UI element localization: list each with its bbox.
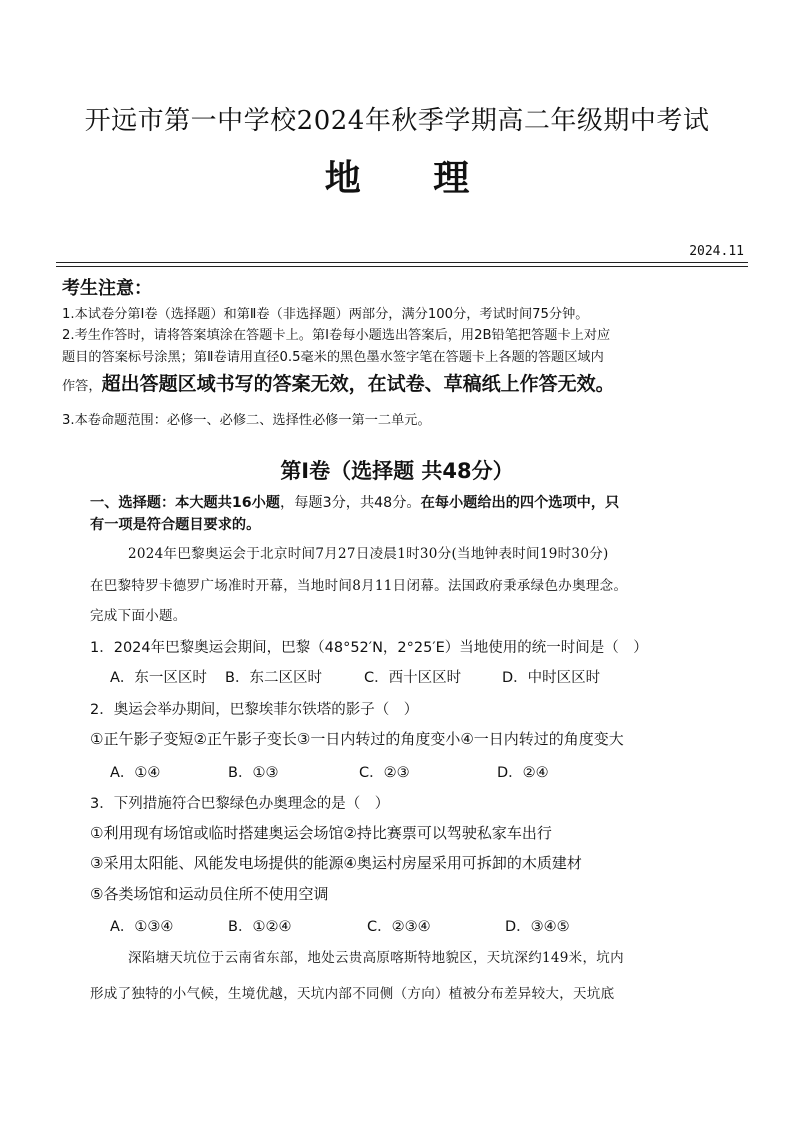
- question-1-option-a[interactable]: A．东一区区时: [110, 670, 207, 686]
- notice-heading: 考生注意：: [62, 278, 152, 299]
- section-instruction-line-2: [90, 512, 730, 538]
- passage-2-line-2: 形成了独特的小气候，生境优越，天坑内部不同侧（方向）植被分布差异较大，天坑底: [90, 986, 615, 1002]
- instruction-bold-2: 在每小题给出的四个选项中，只: [420, 495, 620, 511]
- question-2-stem: 2．奥运会举办期间，巴黎埃菲尔铁塔的影子（ ）: [90, 702, 419, 718]
- question-3-option-c[interactable]: C．②③④: [367, 919, 431, 935]
- instruction-line-2-text: 有一项是符合题目要求的。: [90, 517, 261, 533]
- passage-1-line-3: 完成下面小题。: [90, 608, 187, 624]
- section-title: 第Ⅰ卷（选择题 共48分）: [280, 459, 514, 483]
- question-3-option-d[interactable]: D．③④⑤: [505, 919, 570, 935]
- header-rule-bottom: [56, 266, 748, 267]
- passage-1-line-1: 2024年巴黎奥运会于北京时间7月27日凌晨1时30分(当地钟表时间19时30分): [128, 546, 609, 562]
- instruction-bold-1: 一、选择题：本大题共16小题: [90, 495, 280, 511]
- passage-2-line-1: 深陷塘天坑位于云南省东部，地处云贵高原喀斯特地貌区，天坑深约149米，坑内: [128, 950, 624, 966]
- question-1-stem: 1．2024年巴黎奥运会期间，巴黎（48°52′N，2°25′E）当地使用的统一时间是（ ）: [90, 640, 648, 656]
- question-2-option-b[interactable]: B．①③: [228, 765, 279, 781]
- question-1-option-b[interactable]: B．东二区区时: [225, 670, 322, 686]
- question-2-option-d[interactable]: D．②④: [497, 765, 549, 781]
- header-rule-top: [56, 262, 748, 263]
- question-1-option-d[interactable]: D．中时区区时: [502, 670, 601, 686]
- notice-item-2-line-2: 题目的答案标号涂黑；第Ⅱ卷请用直径0.5毫米的黑色墨水签字笔在答题卡上各题的答题区域内: [62, 350, 604, 365]
- subject-title: 地 理: [324, 158, 500, 199]
- question-3-stem: 3．下列措施符合巴黎绿色办奥理念的是（ ）: [90, 796, 390, 812]
- notice-item-3: 3.本卷命题范围：必修一、必修二、选择性必修一第一二单元。: [62, 413, 431, 428]
- question-2-option-a[interactable]: A．①④: [110, 765, 161, 781]
- question-1-option-c[interactable]: C．西十区区时: [364, 670, 462, 686]
- notice-item-1: 1.本试卷分第Ⅰ卷（选择题）和第Ⅱ卷（非选择题）两部分，满分100分，考试时间75分钟。: [62, 307, 589, 322]
- question-3-option-a[interactable]: A．①③④: [110, 919, 174, 935]
- notice-item-2-line-1: 2.考生作答时，请将答案填涂在答题卡上。第Ⅰ卷每小题选出答案后，用2B铅笔把答题卡上对应: [62, 328, 611, 343]
- question-3-statements-line-1: ①利用现有场馆或临时搭建奥运会场馆②持比赛票可以驾驶私家车出行: [90, 824, 552, 842]
- question-2-options: [110, 761, 549, 782]
- passage-1-line-2: 在巴黎特罗卡德罗广场准时开幕，当地时间8月11日闭幕。法国政府秉承绿色办奥理念。: [90, 578, 628, 594]
- notice-item-2-line-3: [62, 374, 752, 397]
- question-3-statements-line-3: ⑤各类场馆和运动员住所不使用空调: [90, 885, 329, 903]
- question-2-statements: ①正午影子变短②正午影子变长③一日内转过的角度变小④一日内转过的角度变大: [90, 730, 624, 748]
- notice-warning-bold: 超出答题区域书写的答案无效，在试卷、草稿纸上作答无效。: [101, 373, 615, 395]
- exam-date: 2024.11: [689, 244, 744, 259]
- question-3-options: [110, 915, 570, 936]
- exam-title: 开远市第一中学校2024年秋季学期高二年级期中考试: [84, 106, 710, 136]
- notice-item-2-prefix: 作答，: [62, 379, 102, 394]
- question-3-statements-line-2: ③采用太阳能、风能发电场提供的能源④奥运村房屋采用可拆卸的木质建材: [90, 854, 582, 872]
- question-2-option-c[interactable]: C．②③: [359, 765, 410, 781]
- question-3-option-b[interactable]: B．①②④: [228, 919, 292, 935]
- question-1-options: [110, 666, 600, 687]
- instruction-mid: ，每题3分，共48分。: [280, 495, 421, 511]
